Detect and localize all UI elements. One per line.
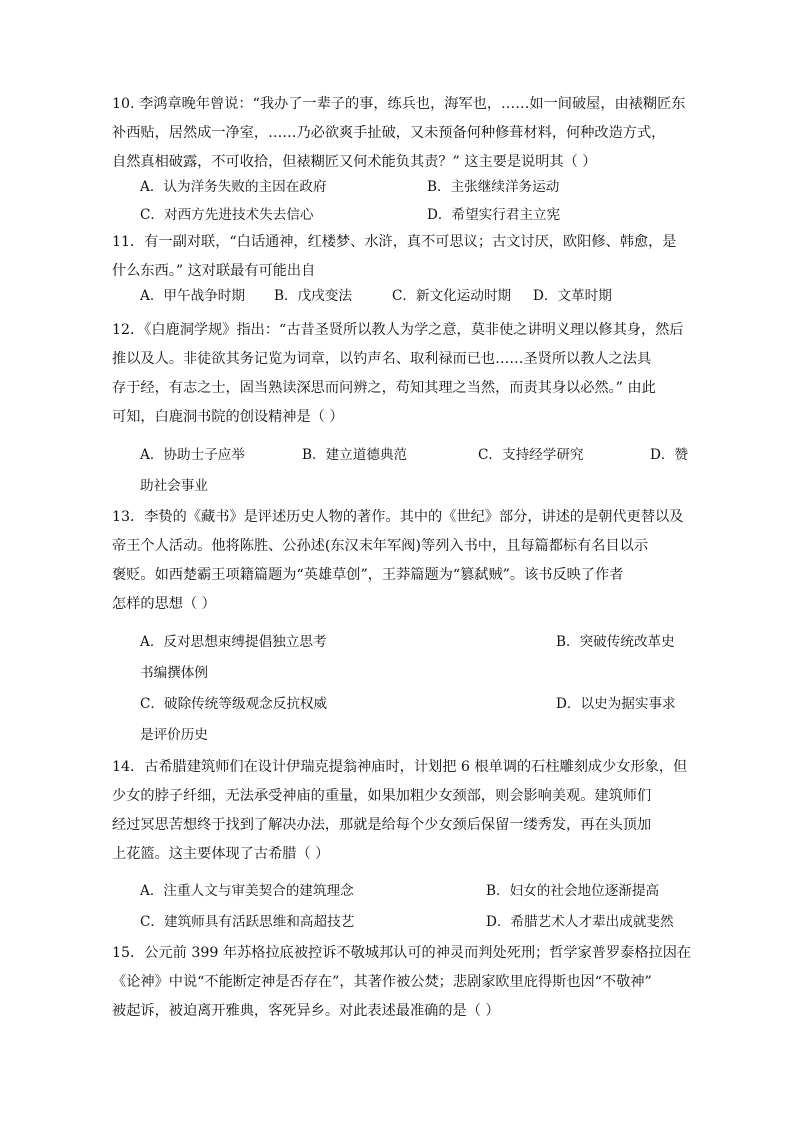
option-a[interactable]: A．认为洋务失败的主因在政府: [140, 179, 327, 195]
option-d[interactable]: D．文革时期: [533, 288, 612, 304]
question-number: 10.: [112, 96, 135, 112]
question-11: [112, 228, 684, 286]
option-b-continued: 书编撰体例: [140, 665, 208, 681]
option-a[interactable]: A．反对思想束缚提倡独立思考: [140, 634, 327, 650]
option-c[interactable]: C．支持经学研究: [478, 447, 584, 463]
option-c[interactable]: C．新文化运动时期: [392, 288, 512, 304]
question-line: 可知，白鹿洞书院的创设精神是（ ）: [112, 409, 344, 425]
options-row: [140, 628, 684, 657]
question-line: 13．李贽的《藏书》是评述历史人物的著作。其中的《世纪》部分，讲述的是朝代更替以及: [112, 509, 684, 525]
question-line: 自然真相破露，不可收拾，但裱糊匠又何术能负其责？” 这主要是说明其（ ）: [112, 154, 597, 170]
option-d-continued: 助社会事业: [140, 478, 208, 494]
option-d[interactable]: D．希腊艺术人才辈出成就斐然: [486, 914, 674, 930]
question-line: 11．有一副对联，“白话通神，红楼梦、水浒，真不可思议；古文讨厌，欧阳修、韩愈，是: [112, 234, 677, 250]
question-line: 补西贴，居然成一净室，……乃必欲爽手扯破，又未预备何种修葺材料，何种改造方式，: [112, 125, 666, 141]
question-line: 怎样的思想（ ）: [112, 596, 216, 612]
question-line: 推以及人。非徒欲其务记览为词章，以钓声名、取利禄而已也……圣贤所以教人之法具: [112, 351, 652, 367]
option-d[interactable]: D．希望实行君主立宪: [427, 207, 561, 223]
question-line: 被起诉，被迫离开雅典，客死异乡。对此表述最准确的是（ ）: [112, 1003, 500, 1019]
question-line: 什么东西。” 这对联最有可能出自: [112, 263, 316, 279]
option-b[interactable]: B．突破传统改革史: [556, 634, 675, 650]
question-10: [112, 90, 684, 177]
option-d[interactable]: D．赞: [650, 447, 689, 463]
options-row: [140, 441, 689, 470]
option-a[interactable]: A．协助士子应举: [140, 447, 245, 463]
options-row: [140, 908, 684, 937]
options-row: [140, 690, 684, 719]
option-d-continued: 是评价历史: [140, 727, 208, 743]
question-number: 14．: [112, 759, 145, 775]
question-14: [112, 753, 688, 869]
question-number: 11．: [112, 234, 145, 250]
question-line: 存于经，有志之士，固当熟读深思而问辨之，苟知其理之当然，而责其身以必然。” 由此: [112, 380, 656, 396]
option-c[interactable]: C．破除传统等级观念反抗权威: [140, 696, 328, 712]
question-line: 14．古希腊建筑师们在设计伊瑞克提翁神庙时，计划把 6 根单调的石柱雕刻成少女形象，但: [112, 759, 688, 775]
question-number: 12．: [112, 322, 145, 338]
question-line: 《论神》中说“不能断定神是否存在”，其著作被公焚；悲剧家欧里庇得斯也因“不敬神”: [112, 974, 652, 990]
option-d[interactable]: D．以史为据实事求: [556, 696, 676, 712]
question-13: [112, 503, 684, 619]
question-line: 少女的脖子纤细，无法承受神庙的重量，如果加粗少女颈部，则会影响美观。建筑师们: [112, 788, 652, 804]
question-number: 13．: [112, 509, 145, 525]
question-line: 上花篮。这主要体现了古希腊（ ）: [112, 846, 330, 862]
question-line: 12．《白鹿洞学规》指出：“古昔圣贤所以教人为学之意，莫非使之讲明义理以修其身，然后: [112, 322, 684, 338]
question-12: [112, 316, 684, 432]
option-c[interactable]: C．对西方先进技术失去信心: [140, 207, 314, 223]
question-line: 经过冥思苦想终于找到了解决办法，那就是给每个少女颈后保留一缕秀发，再在头顶加: [112, 817, 652, 833]
option-b[interactable]: B．妇女的社会地位逐渐提高: [486, 883, 660, 899]
option-b[interactable]: B．建立道德典范: [302, 447, 408, 463]
question-line: 褒贬。如西楚霸王项籍篇题为“英雄草创”，王莽篇题为“篡弑贼”。该书反映了作者: [112, 567, 624, 583]
option-b[interactable]: B．戊戌变法: [274, 288, 352, 304]
question-line: 10. 李鸿章晚年曾说：“我办了一辈子的事，练兵也，海军也，……如一间破屋，由裱糊匠东: [112, 96, 686, 112]
options-row: [140, 877, 684, 906]
options-row: [140, 201, 700, 230]
question-15: [112, 939, 692, 1026]
option-c[interactable]: C．建筑师具有活跃思维和高超技艺: [140, 914, 355, 930]
question-number: 15．: [112, 945, 145, 961]
question-line: 帝王个人活动。他将陈胜、公孙述(东汉末年军阀)等列入书中，且每篇都标有名目以示: [112, 538, 649, 554]
option-a[interactable]: A．注重人文与审美契合的建筑理念: [140, 883, 354, 899]
option-a[interactable]: A．甲午战争时期: [140, 288, 245, 304]
options-row: [140, 173, 700, 202]
question-line: 15．公元前 399 年苏格拉底被控诉不敬城邦认可的神灵而判处死刑；哲学家普罗泰格拉因在: [112, 945, 692, 961]
option-b[interactable]: B．主张继续洋务运动: [427, 179, 560, 195]
options-row: [140, 282, 700, 311]
